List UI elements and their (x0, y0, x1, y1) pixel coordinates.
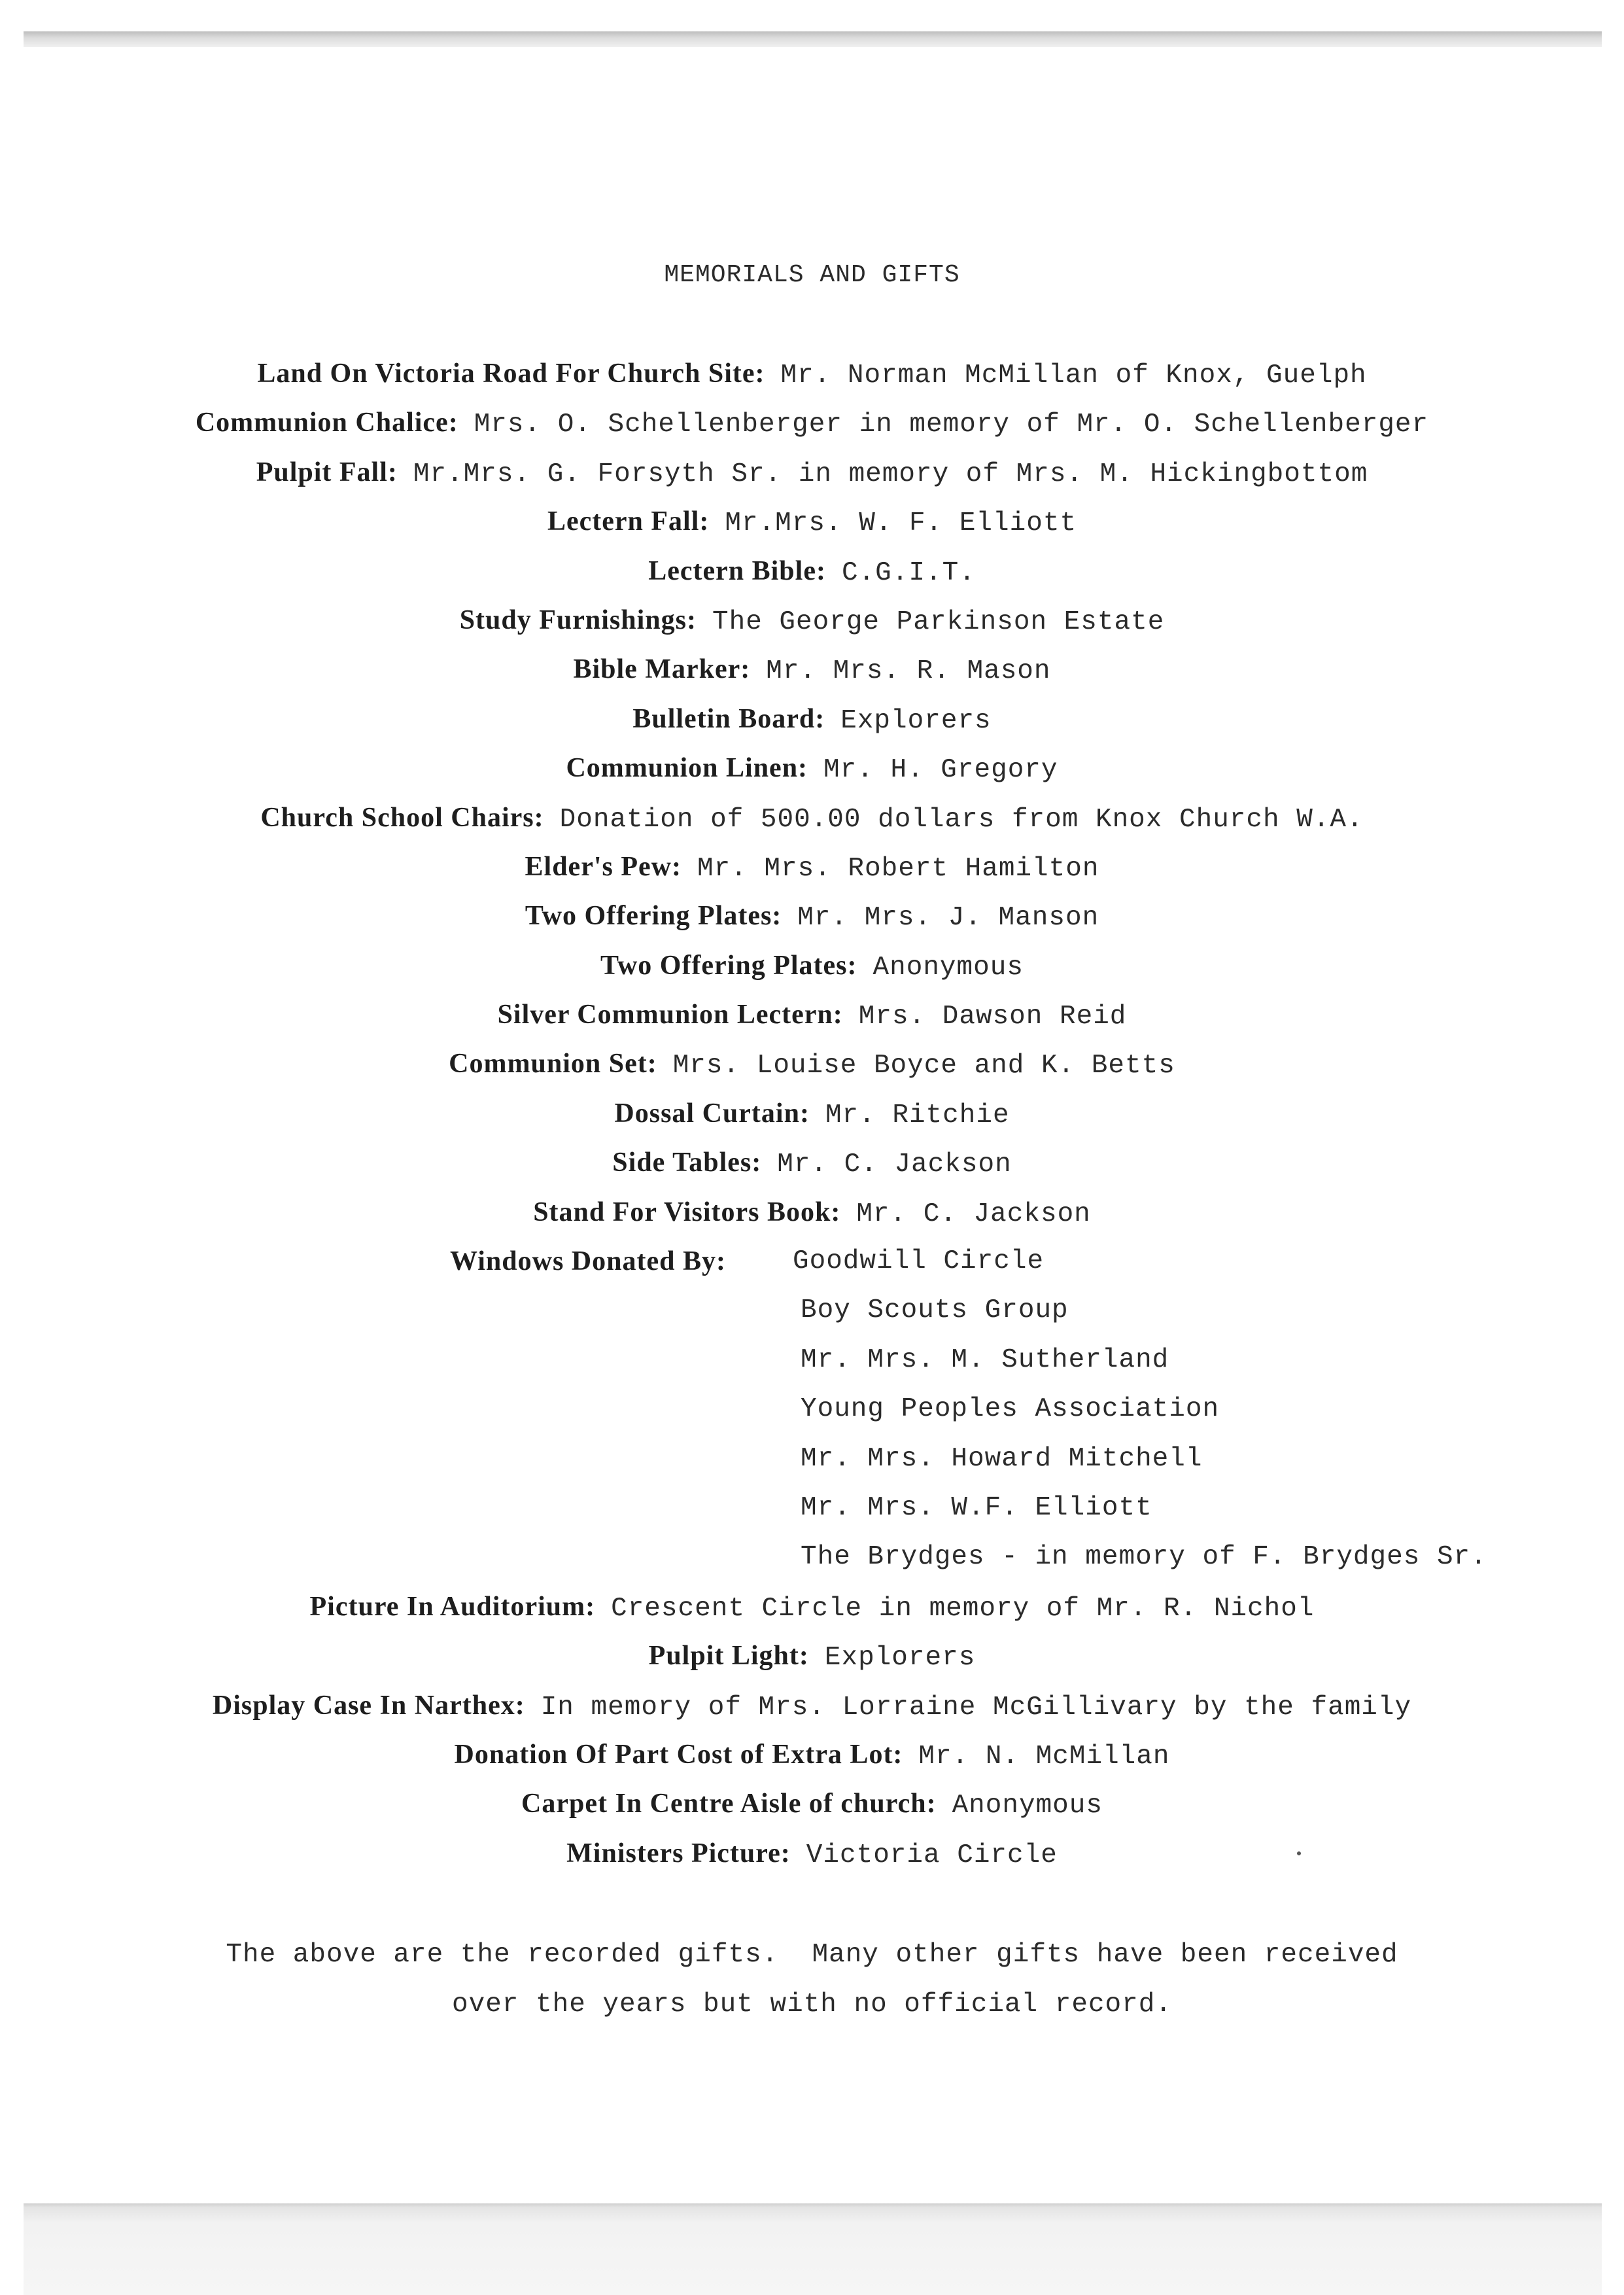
gift-entry (0, 1684, 1624, 1733)
gift-donor: Mr. Mrs. Robert Hamilton (697, 853, 1099, 884)
windows-donor-list (793, 1240, 1044, 1289)
gift-donor: Mr. C. Jackson (856, 1199, 1091, 1229)
gift-entry (0, 1585, 1624, 1634)
gift-item-label: Lectern Fall: (547, 506, 710, 537)
gift-item-label: Donation Of Part Cost of Extra Lot: (454, 1739, 903, 1770)
gift-donor: Mr. N. McMillan (918, 1741, 1170, 1772)
gift-donor: Anonymous (872, 952, 1024, 983)
gift-entry (0, 993, 1624, 1042)
windows-donor-row (0, 1289, 1624, 1338)
gift-entry (0, 944, 1624, 993)
windows-donor: Mr. Mrs. M. Sutherland (801, 1344, 1169, 1375)
gift-donor: Mr. Mrs. J. Manson (797, 903, 1099, 934)
gift-item-label: Land On Victoria Road For Church Site: (257, 359, 765, 389)
gift-item-label: Side Tables: (612, 1148, 762, 1178)
windows-donor-row (0, 1388, 1624, 1437)
closing-note-line: The above are the recorded gifts. Many other gifts have been received (226, 1940, 1398, 1970)
gift-entry (0, 1634, 1624, 1683)
gift-entry (0, 401, 1624, 450)
gift-item-label: Two Offering Plates: (600, 950, 857, 981)
windows-entry (0, 1240, 1624, 1289)
gift-donor: Mrs. Louise Boyce and K. Betts (672, 1051, 1175, 1081)
gift-donor: Mr.Mrs. G. Forsyth Sr. in memory of Mrs. M. Hickingbottom (413, 459, 1368, 489)
gift-item-label: Stand For Visitors Book: (533, 1197, 841, 1227)
gift-entry (0, 500, 1624, 549)
gift-donor: Mr. Ritchie (825, 1100, 1010, 1130)
gift-donor: Mr. C. Jackson (777, 1149, 1012, 1180)
gift-item-label: Bulletin Board: (632, 703, 825, 734)
windows-label: Windows Donated By: (450, 1246, 726, 1277)
gift-donor: Crescent Circle in memory of Mr. R. Nichol (611, 1593, 1315, 1624)
gift-donor: Explorers (840, 705, 992, 736)
gift-item-label: Communion Set: (449, 1049, 657, 1079)
windows-donor: Young Peoples Association (801, 1394, 1220, 1425)
gift-entry (0, 746, 1624, 796)
gift-entry (0, 796, 1624, 845)
page-title: MEMORIALS AND GIFTS (664, 261, 960, 289)
gift-item-label: Church School Chairs: (260, 802, 544, 833)
gift-entry (0, 550, 1624, 599)
windows-donor-row (0, 1535, 1624, 1585)
closing-note-line: over the years but with no official record. (452, 1989, 1172, 2020)
gift-entry (0, 648, 1624, 697)
scan-edge-bottom (24, 2203, 1602, 2295)
gift-entry (0, 1092, 1624, 1141)
windows-donor: Goodwill Circle (793, 1246, 1045, 1277)
gift-donor: Mrs. O. Schellenberger in memory of Mr. O. Schellenberger (474, 410, 1429, 440)
gift-entry (0, 1832, 1624, 1881)
gift-item-label: Carpet In Centre Aisle of church: (521, 1789, 937, 1819)
gift-entry (0, 1141, 1624, 1190)
windows-donor: Boy Scouts Group (801, 1295, 1069, 1326)
gift-donor: Victoria Circle (806, 1840, 1058, 1870)
windows-donor-row (0, 1437, 1624, 1486)
gift-entry (0, 845, 1624, 894)
gift-entry (0, 894, 1624, 943)
scan-speck (1297, 1851, 1301, 1855)
gift-item-label: Two Offering Plates: (525, 901, 782, 932)
gift-item-label: Dossal Curtain: (614, 1098, 810, 1129)
gift-entry (0, 697, 1624, 746)
gift-donor: C.G.I.T. (841, 557, 976, 588)
gift-donor: Mr. Mrs. R. Mason (766, 656, 1051, 687)
gift-entry (0, 1042, 1624, 1091)
scan-edge-top (24, 31, 1602, 47)
gift-item-label: Display Case In Narthex: (212, 1690, 525, 1721)
gift-donor: Anonymous (952, 1791, 1103, 1821)
closing-note (0, 1930, 1624, 2029)
gift-item-label: Silver Communion Lectern: (497, 1000, 843, 1030)
windows-donor-row (0, 1339, 1624, 1388)
gift-donor: Mr. H. Gregory (823, 755, 1058, 786)
windows-donor: Mr. Mrs. Howard Mitchell (801, 1443, 1203, 1474)
gift-item-label: Communion Linen: (566, 753, 808, 784)
gift-donor: Explorers (824, 1643, 976, 1673)
windows-donor: The Brydges - in memory of F. Brydges Sr. (801, 1542, 1487, 1573)
gift-donor: The George Parkinson Estate (712, 606, 1165, 637)
gift-item-label: Picture In Auditorium: (309, 1591, 596, 1622)
gift-donor: In memory of Mrs. Lorraine McGillivary by the family (540, 1692, 1412, 1723)
gift-item-label: Communion Chalice: (195, 408, 458, 438)
gift-item-label: Ministers Picture: (566, 1838, 791, 1868)
gift-donor: Donation of 500.00 dollars from Knox Church W.A. (559, 804, 1364, 835)
gift-donor: Mr.Mrs. W. F. Elliott (725, 508, 1077, 539)
gift-item-label: Pulpit Fall: (256, 457, 398, 487)
gift-item-label: Bible Marker: (573, 654, 751, 685)
gift-entry (0, 599, 1624, 648)
gift-entry (0, 1733, 1624, 1782)
gift-item-label: Elder's Pew: (525, 851, 682, 882)
windows-donor: Mr. Mrs. W.F. Elliott (801, 1492, 1152, 1523)
gift-entry (0, 1782, 1624, 1831)
gift-item-label: Pulpit Light: (648, 1641, 809, 1672)
gifts-list (0, 352, 1624, 1881)
gift-item-label: Study Furnishings: (459, 604, 697, 635)
windows-donor-row (0, 1486, 1624, 1535)
gift-entry (0, 352, 1624, 401)
gift-donor: Mrs. Dawson Reid (858, 1002, 1127, 1032)
gift-donor: Mr. Norman McMillan of Knox, Guelph (780, 360, 1367, 391)
gift-entry (0, 1191, 1624, 1240)
gift-entry (0, 451, 1624, 500)
gift-item-label: Lectern Bible: (648, 555, 826, 586)
